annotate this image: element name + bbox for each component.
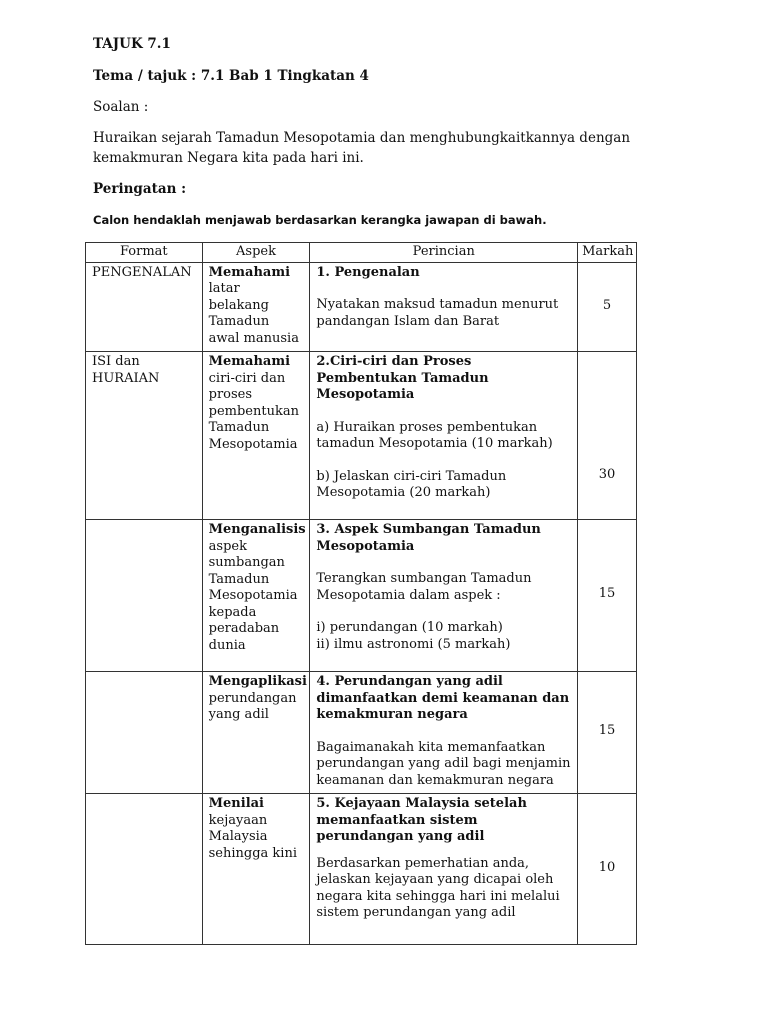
header-format: Format (86, 243, 203, 263)
aspek-text: kejayaan Malaysia sehingga kini (208, 812, 297, 861)
perincian-detail: i) perundangan (10 markah) (316, 620, 503, 635)
perincian-cell (310, 672, 578, 794)
perincian-title: 4. Perundangan yang adil dimanfaatkan demi keamanan dan kemakmuran negara (316, 674, 570, 722)
perincian-detail: Terangkan sumbangan Tamadun Mesopotamia dalam aspek : (316, 571, 532, 603)
aspek-text: perundangan yang adil (208, 690, 297, 722)
aspek-cell (202, 352, 310, 520)
perincian-title: 1. Pengenalan (316, 264, 420, 280)
aspek-verb: Menganalisis (208, 522, 306, 537)
table-header-row (86, 243, 637, 263)
aspek-cell (202, 520, 310, 672)
perincian-title: 3. Aspek Sumbangan Tamadun Mesopotamia (316, 522, 541, 554)
markah-cell: 15 (578, 520, 637, 672)
header-perincian: Perincian (310, 243, 578, 263)
table-row (86, 794, 637, 945)
perincian-cell (310, 352, 578, 520)
format-cell: ISI dan HURAIAN (86, 352, 203, 520)
aspek-text: ciri-ciri dan proses pembentukan Tamadun Mesopotamia (208, 370, 299, 452)
format-cell: PENGENALAN (86, 262, 203, 352)
perincian-cell (310, 262, 578, 352)
markah-cell: 15 (578, 672, 637, 794)
markah-cell: 5 (578, 262, 637, 352)
perincian-detail: Bagaimanakah kita memanfaatkan perundangan yang adil bagi menjamin keamanan dan kemakmuran negara (316, 739, 571, 788)
markah-cell: 30 (578, 352, 637, 520)
header-aspek: Aspek (202, 243, 310, 263)
aspek-cell (202, 262, 310, 352)
perincian-detail: ii) ilmu astronomi (5 markah) (316, 636, 511, 652)
table-row (86, 520, 637, 672)
aspek-verb: Menilai (208, 796, 264, 811)
table-row (86, 352, 637, 520)
aspek-text: aspek sumbangan Tamadun Mesopotamia kepada peradaban dunia (208, 538, 298, 653)
table-row (86, 262, 637, 352)
question-text: Huraikan sejarah Tamadun Mesopotamia dan menghubungkaitkannya dengan kemakmuran Negara kita pada hari ini. (93, 130, 631, 166)
answer-framework-table (85, 242, 637, 945)
question-label: Soalan : (93, 99, 149, 115)
perincian-detail: Berdasarkan pemerhatian anda, jelaskan kejayaan yang dicapai oleh negara kita sehingga hari ini melalui sistem perundangan yang adil (316, 855, 560, 920)
instruction-text: Calon hendaklah menjawab berdasarkan kerangka jawapan di bawah. (93, 213, 547, 227)
format-cell (86, 672, 203, 794)
format-cell (86, 520, 203, 672)
aspek-cell (202, 672, 310, 794)
table-row (86, 672, 637, 794)
perincian-cell (310, 520, 578, 672)
format-cell (86, 794, 203, 945)
warning-label: Peringatan : (93, 181, 187, 197)
perincian-detail: Nyatakan maksud tamadun menurut pandangan Islam dan Barat (316, 297, 559, 329)
doc-title: TAJUK 7.1 (93, 36, 171, 52)
header-markah: Markah (578, 243, 637, 263)
aspek-text: latar belakang Tamadun awal manusia (208, 281, 299, 346)
aspek-verb: Mengaplikasi (208, 674, 307, 689)
aspek-verb: Memahami (208, 354, 291, 369)
perincian-cell (310, 794, 578, 945)
aspek-verb: Memahami (208, 264, 291, 280)
theme-line: Tema / tajuk : 7.1 Bab 1 Tingkatan 4 (93, 68, 369, 84)
perincian-detail: a) Huraikan proses pembentukan tamadun Mesopotamia (10 markah) (316, 419, 553, 451)
aspek-cell (202, 794, 310, 945)
perincian-detail: b) Jelaskan ciri-ciri Tamadun Mesopotamia (20 markah) (316, 468, 507, 500)
perincian-title: 5. Kejayaan Malaysia setelah memanfaatkan sistem perundangan yang adil (316, 796, 527, 844)
markah-cell: 10 (578, 794, 637, 945)
perincian-title: 2.Ciri-ciri dan Proses Pembentukan Tamadun Mesopotamia (316, 354, 489, 402)
